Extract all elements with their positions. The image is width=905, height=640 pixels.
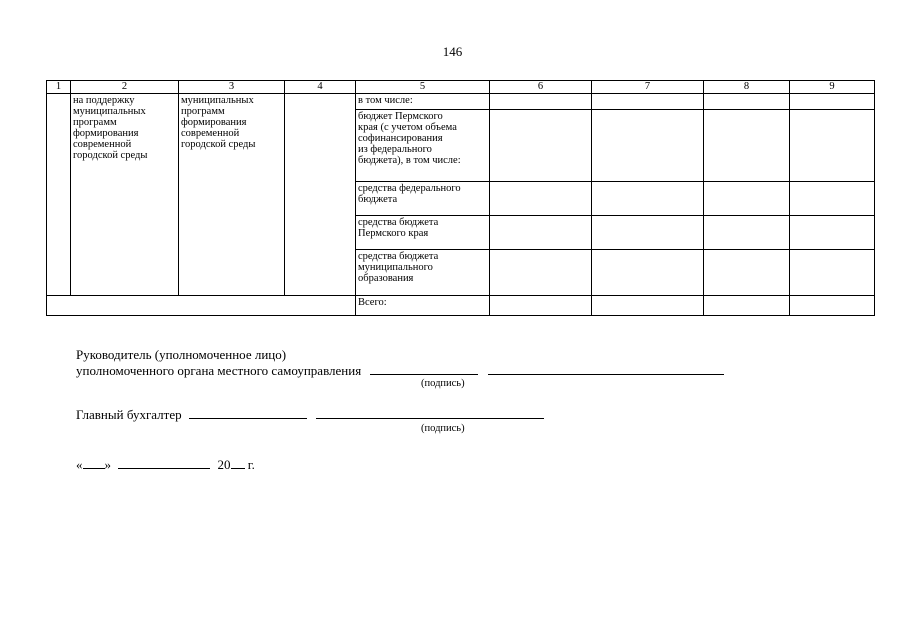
cell-empty (490, 110, 592, 182)
accountant-name-line (316, 406, 544, 419)
cell-empty (790, 110, 875, 182)
head-signature-line (370, 362, 478, 375)
col-header-9: 9 (790, 81, 875, 94)
col-header-1: 1 (47, 81, 71, 94)
cell-empty (790, 250, 875, 296)
cell-empty (704, 250, 790, 296)
cell-empty (790, 94, 875, 110)
cell-empty (704, 94, 790, 110)
cell-col1 (47, 94, 71, 296)
cell-empty (592, 182, 704, 216)
cell-col4 (285, 94, 356, 296)
accountant-signature-line (189, 406, 307, 419)
cell-empty (47, 296, 356, 316)
row-label: в том числе: (356, 94, 490, 110)
cell-empty (592, 110, 704, 182)
col-header-6: 6 (490, 81, 592, 94)
cell-empty (490, 296, 592, 316)
date-row (76, 456, 255, 472)
row-label: бюджет Пермского края (с учетом объема софинансирования из федерального бюджета), в том числе: (356, 110, 490, 182)
cell-empty (592, 296, 704, 316)
header-row (47, 81, 875, 94)
row-label: средства бюджета Пермского края (356, 216, 490, 250)
cell-empty (790, 296, 875, 316)
date-month-line (118, 456, 210, 469)
cell-empty (790, 182, 875, 216)
col-header-2: 2 (71, 81, 179, 94)
table-row (47, 94, 875, 110)
accountant-label: Главный бухгалтер (76, 407, 182, 422)
date-year-prefix: 20 (217, 457, 231, 472)
row-label: средства бюджета муниципального образования (356, 250, 490, 296)
cell-empty (592, 94, 704, 110)
cell-empty (592, 216, 704, 250)
cell-empty (704, 110, 790, 182)
head-title-line2-row (76, 362, 724, 378)
head-title-line1: Руководитель (уполномоченное лицо) (76, 347, 287, 362)
cell-empty (592, 250, 704, 296)
cell-empty (490, 94, 592, 110)
cell-col2-text: на поддержку муниципальных программ формирования современной городской среды (71, 94, 179, 296)
col-header-7: 7 (592, 81, 704, 94)
cell-empty (704, 216, 790, 250)
date-day-line (83, 456, 105, 469)
cell-col3-text: муниципальных программ формирования современной городской среды (179, 94, 285, 296)
col-header-5: 5 (356, 81, 490, 94)
col-header-4: 4 (285, 81, 356, 94)
accountant-signature-caption: (подпись) (421, 423, 465, 434)
cell-empty (490, 182, 592, 216)
page-number: 146 (442, 44, 463, 59)
date-close-quote: » (104, 457, 111, 472)
total-row (47, 296, 875, 316)
accountant-row (76, 406, 544, 422)
row-label: средства федерального бюджета (356, 182, 490, 216)
head-name-line (488, 362, 724, 375)
cell-empty (490, 216, 592, 250)
budget-table (46, 80, 875, 316)
cell-empty (704, 296, 790, 316)
cell-empty (490, 250, 592, 296)
date-year-line (231, 456, 245, 469)
date-suffix: г. (247, 457, 255, 472)
head-signature-caption: (подпись) (421, 378, 465, 389)
total-label: Всего: (356, 296, 490, 316)
date-open-quote: « (76, 457, 83, 472)
head-title-line2: уполномоченного органа местного самоуправления (76, 363, 362, 378)
cell-empty (790, 216, 875, 250)
col-header-3: 3 (179, 81, 285, 94)
cell-empty (704, 182, 790, 216)
col-header-8: 8 (704, 81, 790, 94)
